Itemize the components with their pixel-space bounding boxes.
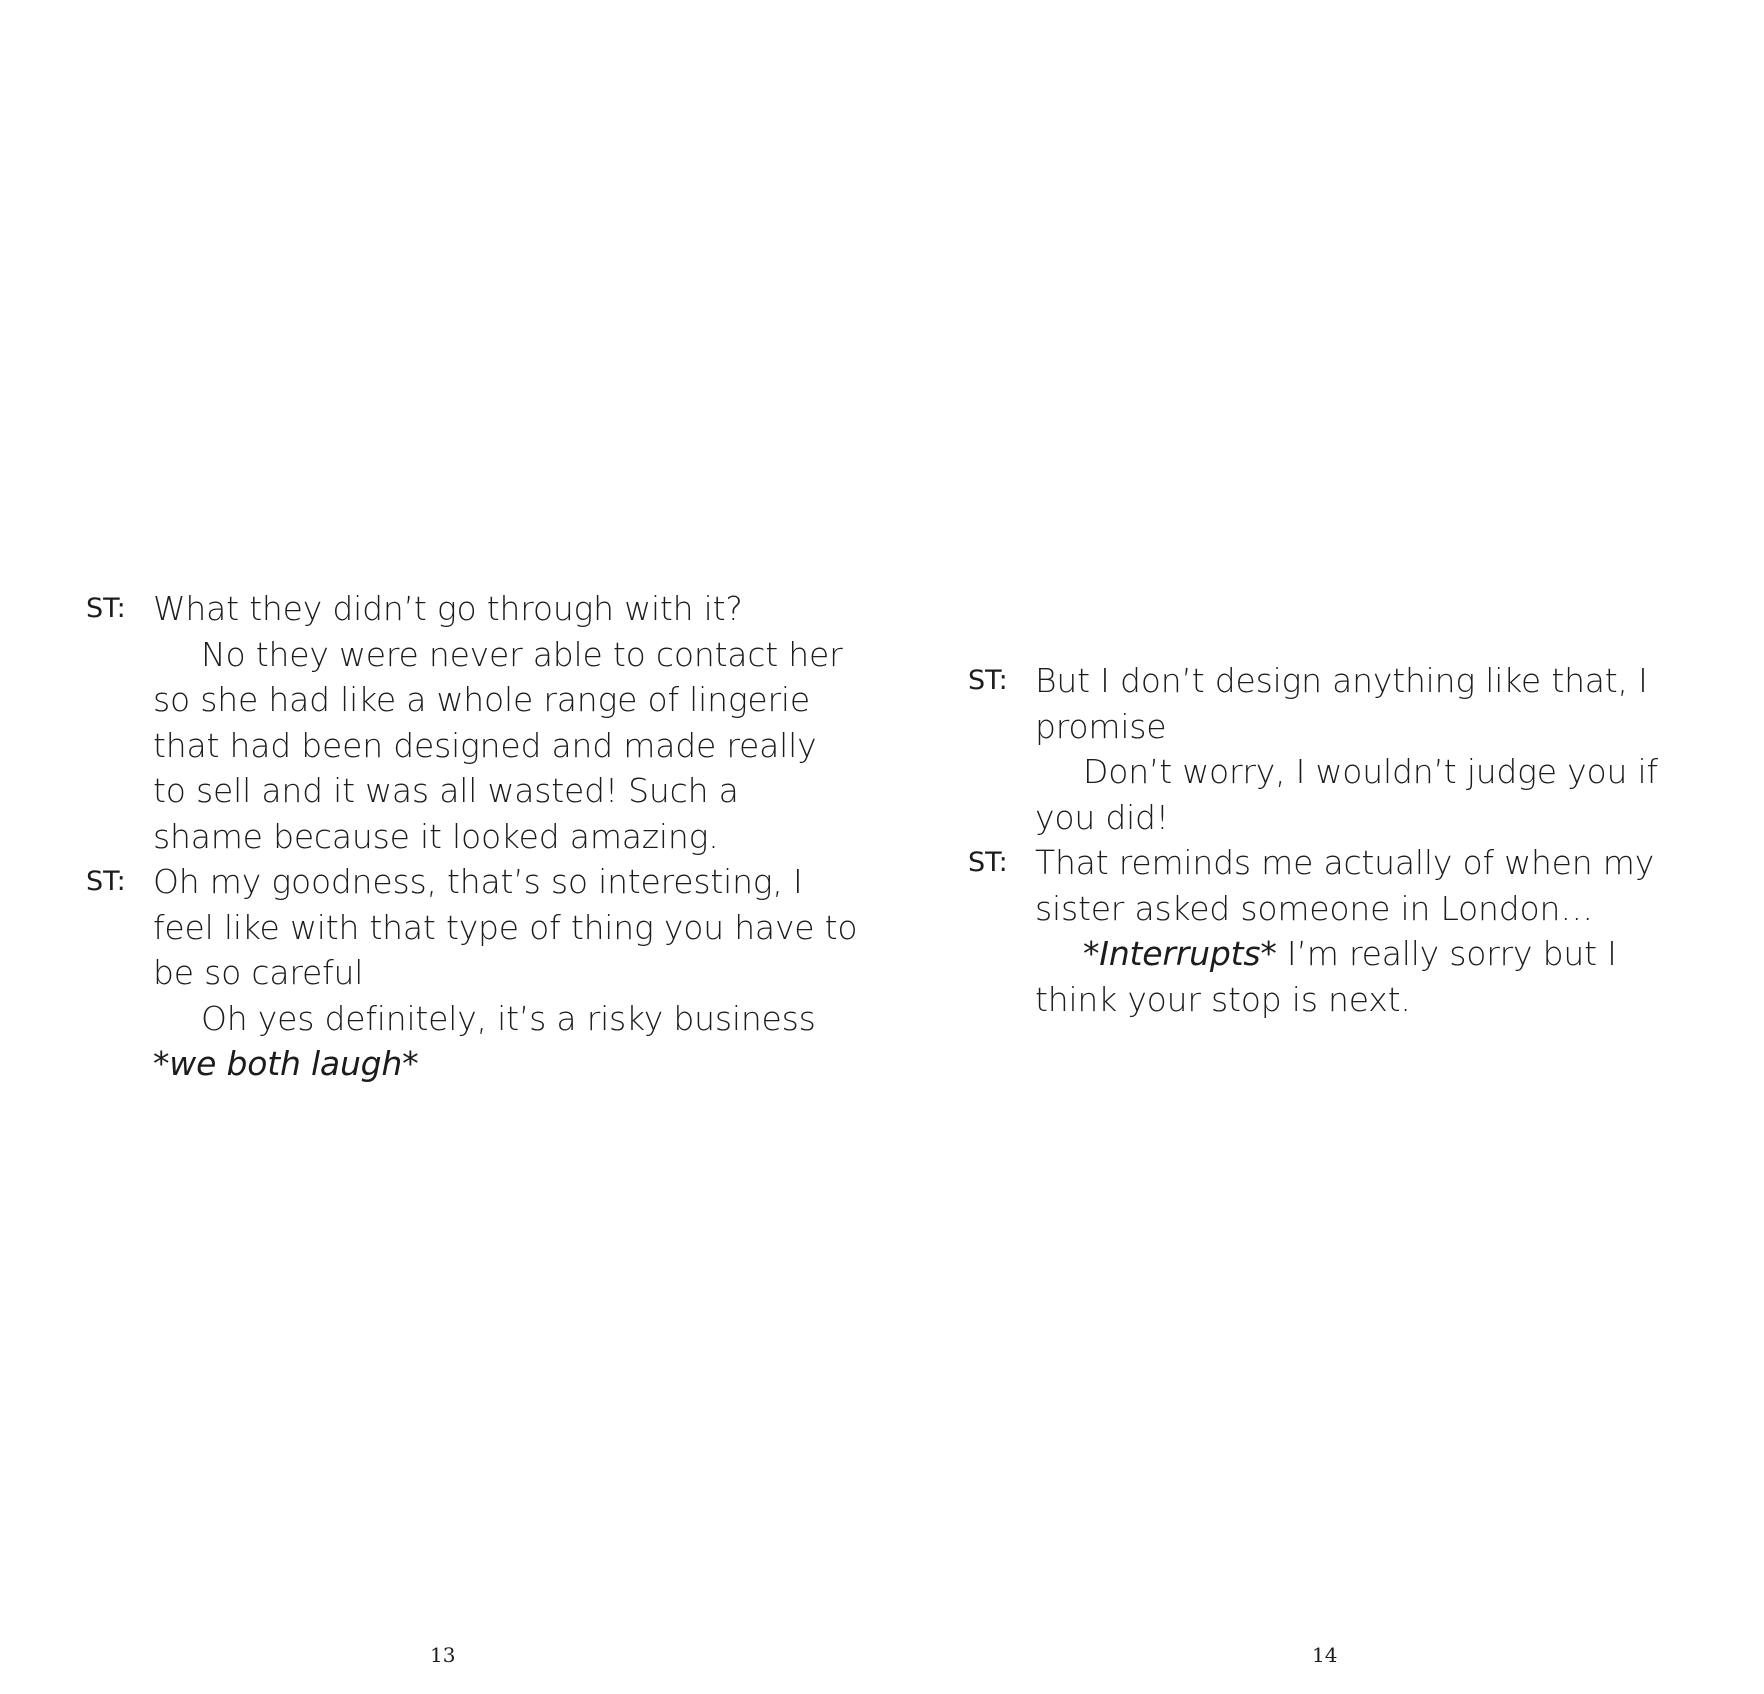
stage-direction: *we both laugh* bbox=[153, 1044, 419, 1083]
dialogue-entry bbox=[86, 996, 826, 1087]
dialogue-block bbox=[968, 658, 1708, 1022]
dialogue-entry bbox=[968, 931, 1708, 1022]
speaker-label: ST: bbox=[86, 866, 126, 897]
dialogue-line: Don’t worry, I wouldn’t judge you if bbox=[1083, 752, 1658, 791]
stage-direction: *Interrupts* bbox=[1083, 934, 1277, 973]
dialogue-line: think your stop is next. bbox=[1035, 979, 1411, 1019]
dialogue-line: shame because it looked amazing. bbox=[153, 816, 719, 856]
dialogue-line: be so careful bbox=[153, 953, 364, 992]
dialogue-line bbox=[1035, 931, 1708, 977]
dialogue-entry bbox=[86, 586, 826, 632]
dialogue-block bbox=[86, 586, 858, 1087]
dialogue-line: to sell and it was all wasted! Such a bbox=[153, 771, 739, 810]
dialogue-line: sister asked someone in London… bbox=[1035, 888, 1594, 928]
dialogue-line: you did! bbox=[1035, 797, 1169, 837]
dialogue-line: Oh my goodness, that’s so interesting, I bbox=[153, 862, 803, 901]
dialogue-line: What they didn’t go through with it? bbox=[153, 589, 743, 628]
page-number: 14 bbox=[1312, 1643, 1338, 1667]
speaker-label: ST: bbox=[968, 665, 1008, 696]
dialogue-entry bbox=[86, 632, 843, 860]
dialogue-line: But I don’t design anything like that, I bbox=[1035, 661, 1648, 700]
dialogue-line: feel like with that type of thing you have to bbox=[153, 907, 858, 947]
dialogue-line: No they were never able to contact her bbox=[201, 634, 843, 674]
dialogue-entry bbox=[968, 840, 1708, 931]
speaker-label: ST: bbox=[968, 847, 1008, 878]
dialogue-entry bbox=[968, 658, 1708, 749]
dialogue-line: Oh yes definitely, it’s a risky business bbox=[201, 998, 816, 1038]
dialogue-entry bbox=[86, 859, 858, 996]
page-number: 13 bbox=[430, 1643, 456, 1667]
speaker-label: ST: bbox=[86, 593, 126, 624]
dialogue-line: That reminds me actually of when my bbox=[1035, 843, 1655, 882]
page-right bbox=[882, 0, 1764, 1694]
dialogue-entry bbox=[968, 749, 1708, 840]
dialogue-line: promise bbox=[1035, 706, 1167, 746]
dialogue-line: so she had like a whole range of lingerie bbox=[153, 680, 810, 719]
dialogue-text: I’m really sorry but I bbox=[1276, 934, 1617, 973]
dialogue-line: that had been designed and made really bbox=[153, 725, 817, 765]
